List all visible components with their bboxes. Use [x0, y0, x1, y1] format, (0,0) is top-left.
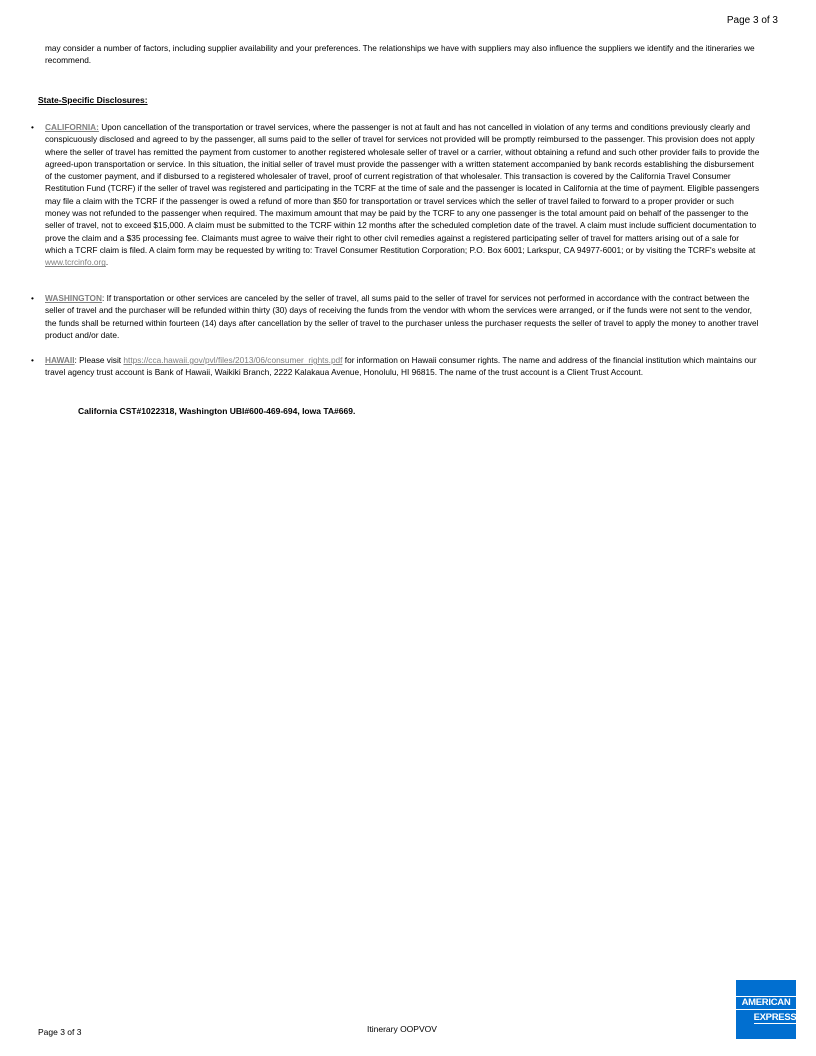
- disclosure-text: [45, 121, 760, 269]
- logo-line-1: AMERICAN: [736, 996, 796, 1010]
- license-numbers: California CST#1022318, Washington UBI#600-469-694, Iowa TA#669.: [78, 406, 356, 416]
- page-number-footer: Page 3 of 3: [38, 1027, 82, 1037]
- bullet: •: [31, 122, 34, 132]
- hawaii-text: for information on Hawaii consumer rights. The name and address of the financial institution which maintains our travel agency trust account is Bank of Hawaii, Waikiki Branch, 2222 Kalakaua Avenue, Honolulu, HI 96815. The name of the trust account is a Client Trust Account.: [45, 355, 757, 378]
- intro-paragraph: may consider a number of factors, including supplier availability and your preferences. The relationships we have with suppliers may also influence the suppliers we identify and the itineraries we recommend.: [45, 43, 755, 66]
- itinerary-reference: Itinerary OOPVOV: [367, 1024, 437, 1034]
- state-name-washington: WASHINGTON: [45, 293, 103, 303]
- disclosure-hawaii: [31, 354, 760, 379]
- logo-line-2: EXPRESS: [753, 1011, 797, 1023]
- disclosure-california: [31, 121, 760, 269]
- disclosure-washington: [31, 292, 760, 341]
- state-name-california: CALIFORNIA:: [45, 122, 99, 132]
- state-name-hawaii: HAWAII: [45, 355, 75, 365]
- disclosure-text: [45, 292, 760, 341]
- tcrf-website-link[interactable]: www.tcrcinfo.org: [45, 257, 106, 268]
- hawaii-text-pre: : Please visit: [74, 355, 124, 365]
- washington-text: : If transportation or other services are canceled by the seller of travel, all sums paid to the seller of travel for services not performed in accordance with the contract between the seller of travel and the purchaser will be refunded within thirty (30) days of receiving the funds from the vendor with whom the services were arranged, or if the funds were not sent to the vendor, the funds shall be returned within fourteen (14) days after cancellation by the seller of travel to the purchaser unless the purchaser requests the seller of travel to apply the money to another travel product and/or date.: [45, 293, 759, 340]
- hawaii-consumer-rights-link[interactable]: https://cca.hawaii.gov/pvl/files/2013/06/consumer_rights.pdf: [123, 355, 343, 365]
- bullet: •: [31, 293, 34, 303]
- california-text-end: .: [105, 257, 109, 268]
- disclosure-text: [45, 354, 760, 379]
- page-number-top: Page 3 of 3: [726, 15, 778, 26]
- california-text: Upon cancellation of the transportation or travel services, where the passenger is not at fault and has not cancelled in violation of any terms and conditions previously clearly and conspicuously disclosed and agreed to by the passenger, all sums paid to the seller of travel for services not provided will be promptly reimbursed to the passenger. This provision does not apply where the seller of travel has remitted the payment from customer to another registered wholesale seller of travel or a carrier, without obtaining a refund and such other provider fails to provide the agreed-upon transportation or service. In this situation, the initial seller of travel must provide the passenger with a written statement accompanied by bank records establishing the disbursement of the customer payment, and if disbursed to a registered wholesaler of travel, proof of current registration of that wholesaler. This transaction is covered by the California Travel Consumer Restitution Fund (TCRF) if the seller of travel was registered and participating in the TCRF at the time of sale and the passenger is located in California at the time of payment. Eligible passengers may file a claim with the TCRF if the passenger is owed a refund of more than $50 for transportation or travel services which the seller of travel failed to forward to a proper provider or such money was not refunded to the passenger when required. The maximum amount that may be paid by the TCRF to any one passenger is the total amount paid on behalf of the passenger to the seller of travel, not to exceed $15,000. A claim must be submitted to the TCRF within 12 months after the scheduled completion date of the travel. A claim must include sufficient documentation to prove the claim and a $35 processing fee. Claimants must agree to waive their right to other civil remedies against a registered participating seller of travel for matters arising out of a sale for which a TCRF claim is filed. A claim form may be requested by writing to: Travel Consumer Restitution Corporation; P.O. Box 6001; Larkspur, CA 94977-6001; or by visiting the TCRF's website at: [45, 122, 760, 255]
- american-express-logo: [736, 980, 796, 1039]
- section-heading: State-Specific Disclosures:: [38, 95, 148, 105]
- bullet: •: [31, 355, 34, 365]
